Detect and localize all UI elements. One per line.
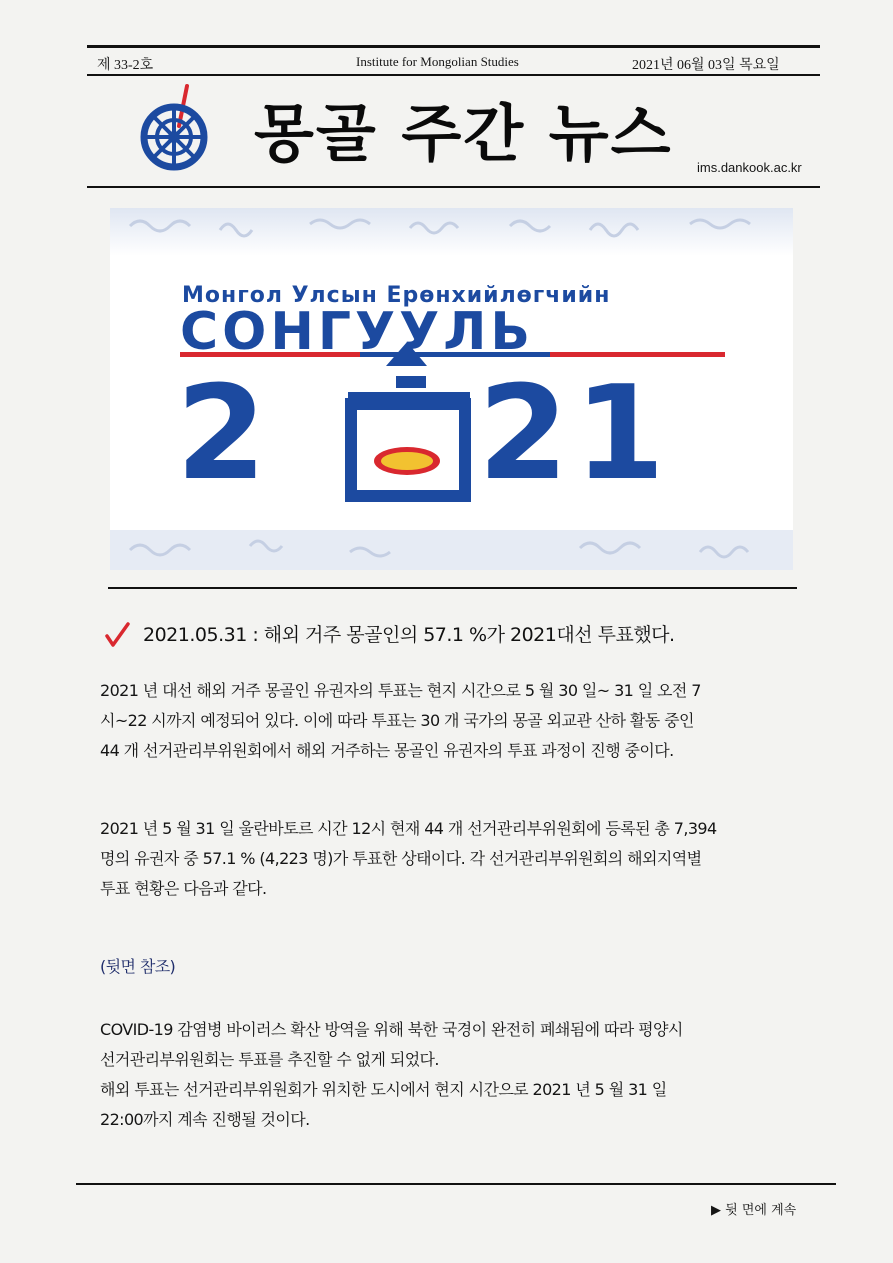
checkmark-icon: [104, 622, 132, 648]
header-bottom-rule: [87, 186, 820, 188]
see-back-reference: (뒷면 참조): [100, 957, 176, 976]
paragraph-line: 명의 유권자 중 57.1 % (4,223 명)가 투표한 상태이다. 각 선거관리부위원회의 해외지역별: [100, 849, 702, 868]
paragraph-line: 시~22 시까지 예정되어 있다. 이에 따라 투표는 30 개 국가의 몽골 외교관 산하 활동 중인: [100, 711, 694, 730]
paragraph-line: 2021 년 5 월 31 일 울란바토르 시간 12시 현재 44 개 선거관리부위원회에 등록된 총 7,394: [100, 819, 717, 838]
paragraph-1: [100, 676, 802, 766]
continued-on-back: ▶ 뒷 면에 계속: [711, 1203, 797, 1218]
paragraph-line: 44 개 선거관리부위원회에서 해외 거주하는 몽골인 유권자의 투표 과정이 진행 중이다.: [100, 741, 674, 760]
paragraph-line: 2021 년 대선 해외 거주 몽골인 유권자의 투표는 현지 시간으로 5 월 30 일~ 31 일 오전 7: [100, 681, 701, 700]
issue-date: 2021년 06월 03일 목요일: [632, 58, 780, 73]
issue-number: 제 33-2호: [97, 58, 154, 73]
institute-name: Institute for Mongolian Studies: [356, 54, 519, 69]
paragraph-line: COVID-19 감염병 바이러스 확산 방역을 위해 북한 국경이 완전히 폐쇄됨에 따라 평양시: [100, 1020, 683, 1039]
newsletter-title: 몽골 주간 뉴스: [254, 97, 673, 170]
paragraph-line: 투표 현황은 다음과 같다.: [100, 879, 267, 898]
footer-rule: [76, 1183, 836, 1185]
election-poster: [110, 208, 793, 570]
paragraph-line: 선거관리부위원회는 투표를 추진할 수 없게 되었다.: [100, 1050, 439, 1069]
poster-digits-21: 21: [478, 357, 671, 509]
paragraph-line: 해외 투표는 선거관리부위원회가 위치한 도시에서 현지 시간으로 2021 년 5 월 31 일: [100, 1080, 667, 1099]
article-headline: 2021.05.31 : 해외 거주 몽골인의 57.1 %가 2021대선 투표했다.: [143, 624, 675, 646]
header-top-rule: [87, 45, 820, 48]
paragraph-line: 22:00까지 계속 진행될 것이다.: [100, 1110, 310, 1129]
dharma-wheel-icon: [136, 82, 216, 174]
paragraph-2: [100, 814, 802, 904]
poster-divider: [108, 587, 797, 589]
poster-line1: Монгол Улсын Ерөнхийлөгчийн: [182, 283, 611, 308]
website-url: ims.dankook.ac.kr: [697, 160, 802, 175]
paragraph-3: [100, 1015, 802, 1135]
poster-digit-2: 2: [176, 357, 267, 509]
header-mid-rule: [87, 74, 820, 76]
poster-line2: СОНГУУЛЬ: [180, 302, 535, 362]
